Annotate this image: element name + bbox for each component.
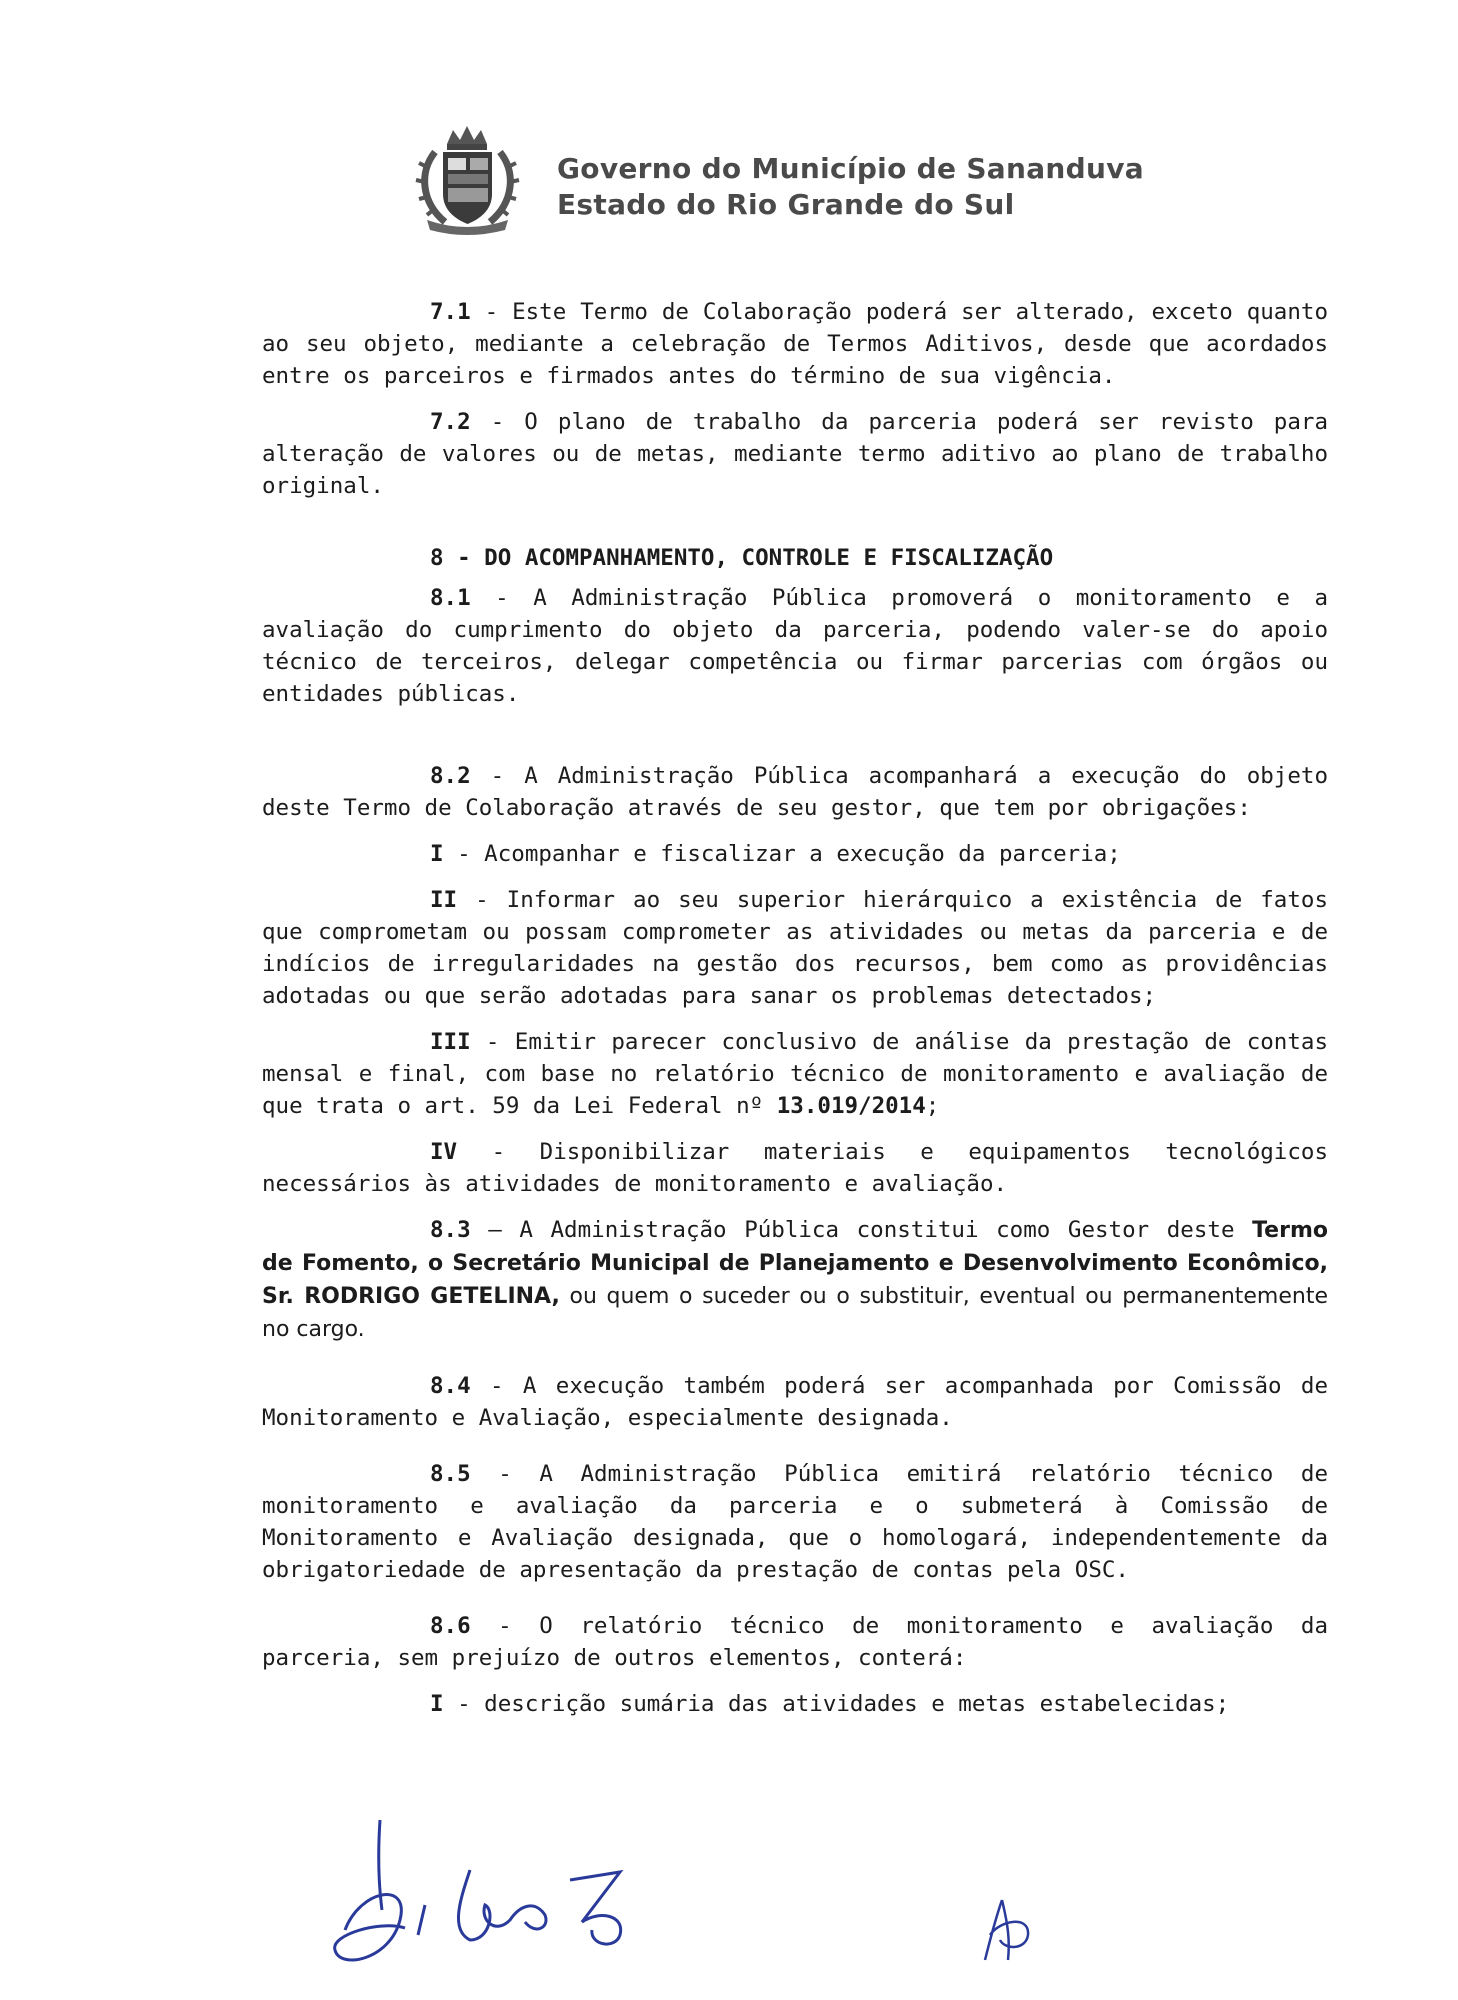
clause-8-4: 8.4 - A execução também poderá ser acompanhada por Comissão de Monitoramento e Avaliação, especialmente designada.: [262, 1373, 1328, 1431]
clause-8-2: 8.2 - A Administração Pública acompanhará a execução do objeto deste Termo de Colaboração através de seu gestor, que tem por obrigações:: [262, 763, 1328, 821]
clause-8-5: 8.5 - A Administração Pública emitirá relatório técnico de monitoramento e avaliação da parceria e o submeterá à Comissão de Monitoramento e Avaliação designada, que o homologará, independentemente da obrigatoriedade de apresentação da prestação de contas pela OSC.: [262, 1461, 1328, 1583]
clause-8-3: 8.3 – A Administração Pública constitui como Gestor deste Termo de Fomento, o Secretário Municipal de Planejamento e Desenvolvimento Econômico, Sr. RODRIGO GETELINA, ou quem o suceder ou o substituir, eventual ou permanentemente no cargo.: [262, 1217, 1328, 1342]
item-iii: III - Emitir parecer conclusivo de análise da prestação de contas mensal e final, com base no relatório técnico de monitoramento e avaliação de que trata o art. 59 da Lei Federal nº 13.019/2014;: [262, 1029, 1328, 1119]
header-state: Estado do Rio Grande do Sul: [557, 188, 1015, 221]
document-body: [262, 296, 1328, 1720]
item-i-description: I - descrição sumária das atividades e metas estabelecidas;: [430, 1691, 1230, 1717]
letterhead: [405, 122, 1205, 242]
handwritten-signature: [320, 1810, 660, 1980]
clause-7-2: 7.2 - O plano de trabalho da parceria poderá ser revisto para alteração de valores ou de metas, mediante termo aditivo ao plano de trabalho original.: [262, 409, 1328, 499]
clause-8-6: 8.6 - O relatório técnico de monitoramento e avaliação da parceria, sem prejuízo de outros elementos, conterá:: [262, 1613, 1328, 1671]
item-i: I - Acompanhar e fiscalizar a execução da parceria;: [430, 841, 1121, 867]
clause-8-1: 8.1 - A Administração Pública promoverá o monitoramento e a avaliação do cumprimento do objeto da parceria, podendo valer-se do apoio técnico de terceiros, delegar competência ou firmar parcerias com órgãos ou entidades públicas.: [262, 585, 1328, 707]
item-iv: IV - Disponibilizar materiais e equipamentos tecnológicos necessários às atividades de monitoramento e avaliação.: [262, 1139, 1328, 1197]
header-municipality: Governo do Município de Sananduva: [557, 152, 1144, 185]
clause-7-1: 7.1 - Este Termo de Colaboração poderá ser alterado, exceto quanto ao seu objeto, mediante a celebração de Termos Aditivos, desde que acordados entre os parceiros e firmados antes do término de sua vigência.: [262, 299, 1328, 389]
municipal-coat-of-arms-icon: [405, 122, 530, 237]
handwritten-initials: [960, 1880, 1050, 1970]
section-8-heading: 8 - DO ACOMPANHAMENTO, CONTROLE E FISCALIZAÇÃO: [430, 545, 1054, 571]
item-ii: II - Informar ao seu superior hierárquico a existência de fatos que comprometam ou possam comprometer as atividades ou metas da parceria e de indícios de irregularidades na gestão dos recursos, bem como as providências adotadas ou que serão adotadas para sanar os problemas detectados;: [262, 887, 1328, 1009]
